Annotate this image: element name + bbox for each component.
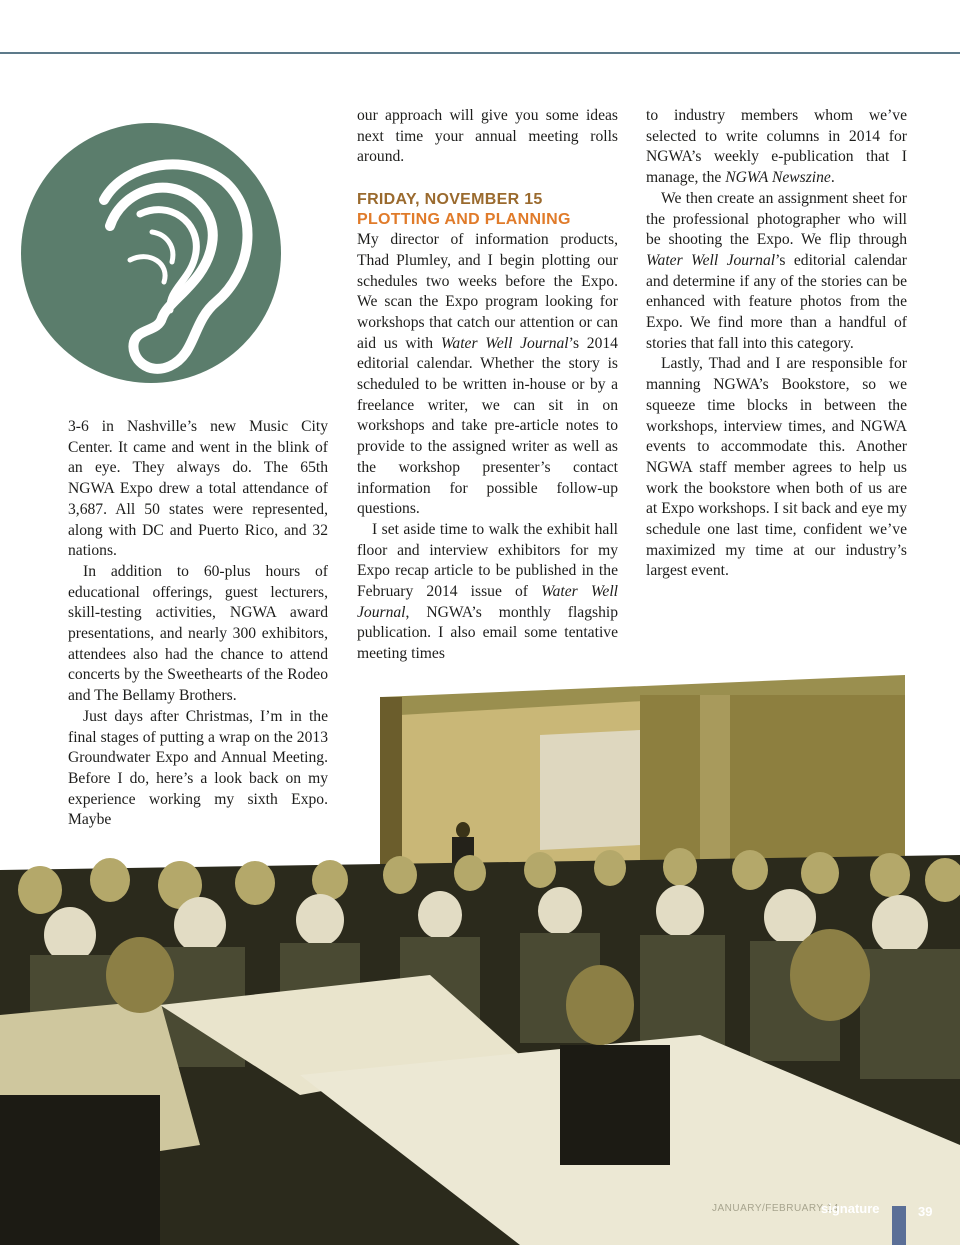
paragraph: our approach will give you some ideas next time your annual meeting rolls around.: [357, 107, 618, 166]
paragraph: to industry members whom we’ve selected to write columns in 2014 for NGWA’s weekly e-publication that I manage, the NGWA Newszine.: [646, 107, 907, 187]
column-2: [357, 106, 618, 665]
issue-date: JANUARY/FEBRUARY 14: [712, 1203, 839, 1214]
footer-accent-bar: [892, 1206, 906, 1245]
top-rule: [0, 52, 960, 54]
paragraph: Lastly, Thad and I are responsible for manning NGWA’s Bookstore, so we squeeze time blocks in between the workshops, interview times, and NGWA events to accommodate this. Another NGWA staff member agrees to help us work the bookstore when both of us are at Expo workshops. I sit back and eye my schedule one last time, confident we’ve maximized my time at our industry’s largest event.: [646, 355, 907, 580]
publication-title: NGWA Newszine: [725, 169, 831, 187]
paragraph: In addition to 60-plus hours of educational offerings, guest lecturers, skill-testing activities, NGWA award presentations, and nearly 300 exhibitors, attendees also had the chance to attend concerts by the Sweethearts of the Rodeo and The Bellamy Brothers.: [68, 562, 328, 705]
audience-photo: [0, 675, 960, 1245]
column-3: [646, 106, 907, 582]
paragraph: Just days after Christmas, I’m in the final stages of putting a wrap on the 2013 Groundwater Expo and Annual Meeting. Before I do, here’s a look back on my experience working my sixth Expo. Maybe: [68, 707, 328, 829]
section-subhead: [357, 190, 618, 230]
page-number: 39: [918, 1204, 933, 1219]
subhead-title: PLOTTING AND PLANNING: [357, 211, 571, 229]
publication-title: Water Well Journal: [646, 251, 776, 269]
publication-title: Water Well Journal: [357, 583, 618, 621]
paragraph: I set aside time to walk the exhibit hall floor and interview exhibitors for my Expo recap article to be published in the February 2014 issue of Water Well Journal, NGWA’s monthly flagship publication. I also email some tentative meeting times: [357, 520, 618, 663]
paragraph: 3-6 in Nashville’s new Music City Center. It came and went in the blink of an eye. They always do. The 65th NGWA Expo drew a total attendance of 3,687. All 50 states were represented, along with DC and Puerto Rico, and 32 nations.: [68, 418, 328, 560]
publication-title: Water Well Journal: [440, 334, 569, 352]
ear-icon: [20, 122, 282, 384]
magazine-brand: signature: [821, 1201, 880, 1216]
paragraph: My director of information products, Thad Plumley, and I begin plotting our schedules two weeks before the Expo. We scan the Expo program looking for workshops that catch our attention or can aid us with Water Well Journal’s 2014 editorial calendar. Whether the story is scheduled to be written in-house or by a freelance writer, we can sit in on workshops and take pre-article notes to provide to the assigned writer as well as the workshop presenter’s contact information for possible follow-up questions.: [357, 231, 618, 518]
paragraph: We then create an assignment sheet for the professional photographer who will be shooting the Expo. We flip through Water Well Journal’s editorial calendar and determine if any of the stories can be enhanced with feature photos from the Expo. We find more than a handful of stories that fall into this category.: [646, 189, 907, 352]
subhead-date: FRIDAY, NOVEMBER 15: [357, 191, 543, 209]
